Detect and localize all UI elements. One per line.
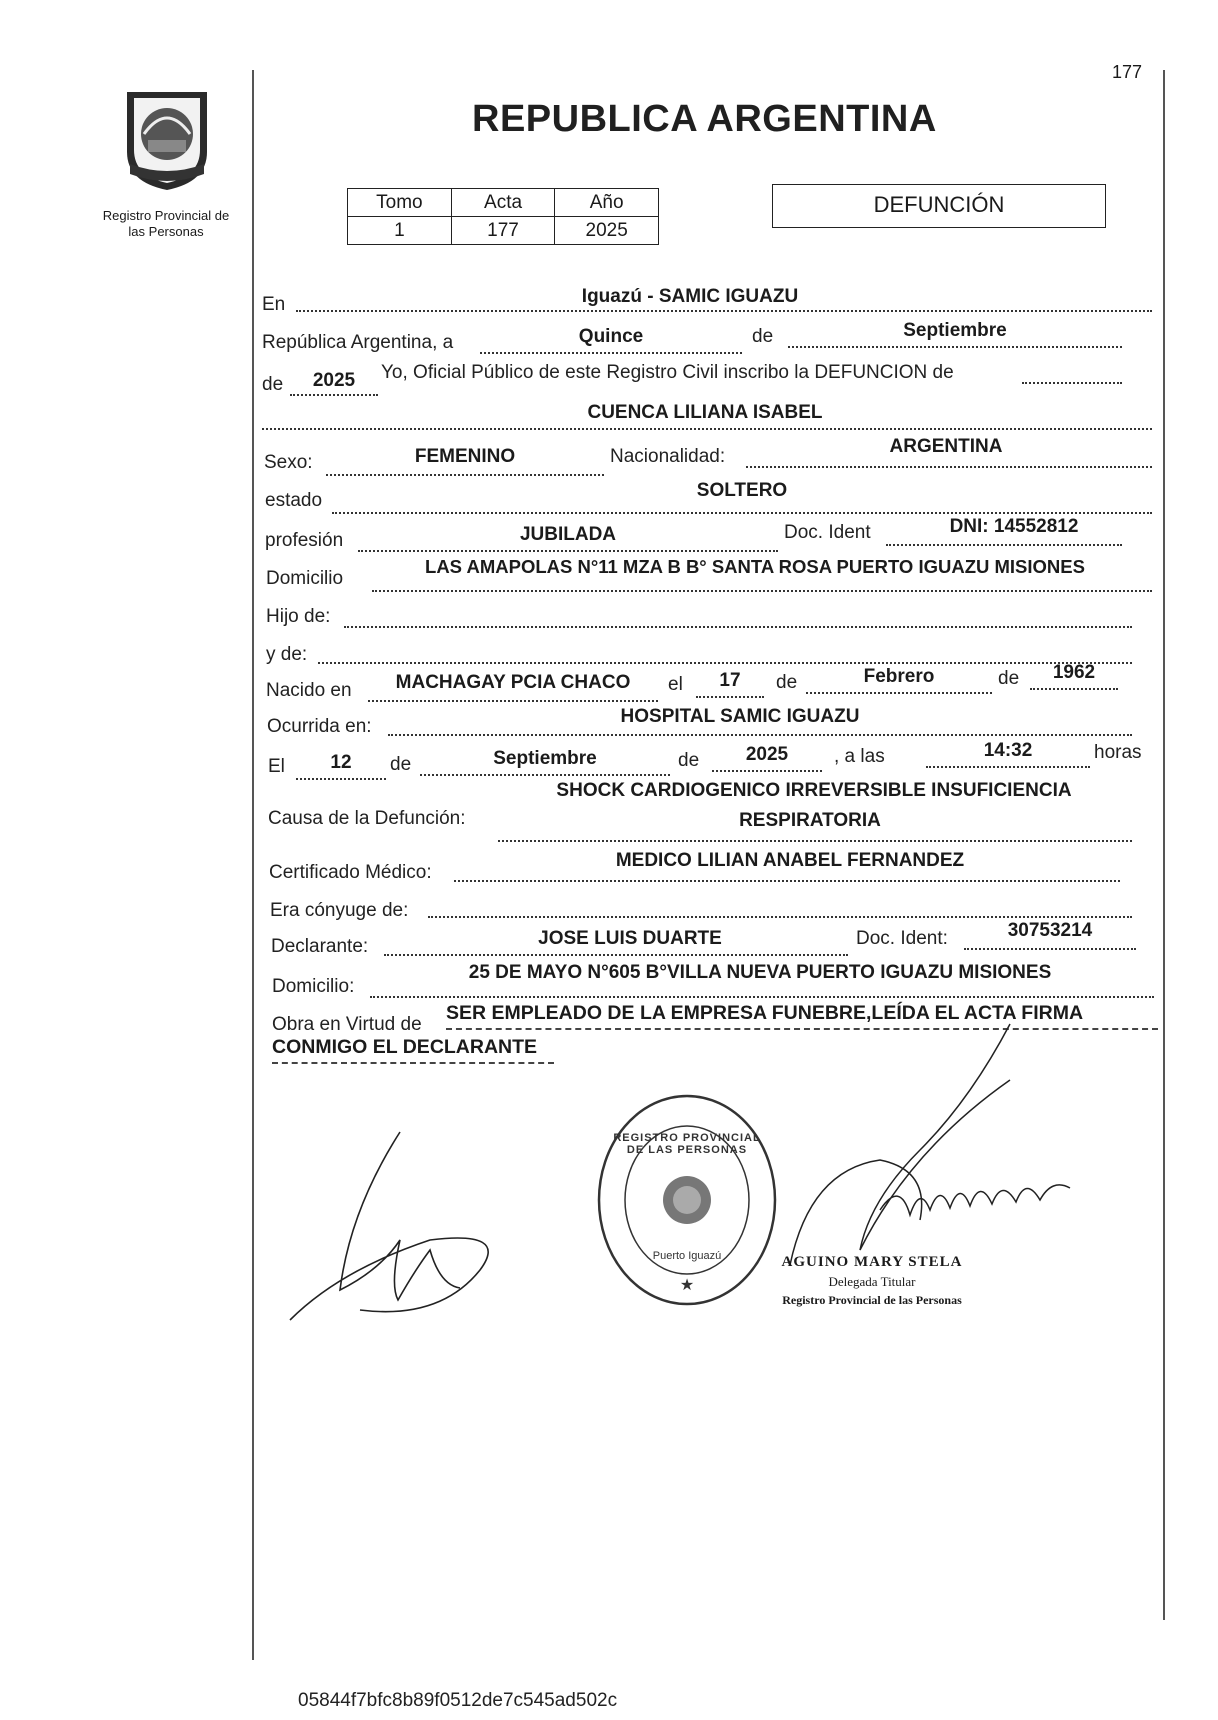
registry-line-2: las Personas	[128, 224, 204, 239]
registry-name	[86, 208, 246, 240]
official-name: AGUINO MARY STELA	[781, 1254, 963, 1270]
value-dia: Quince	[578, 326, 644, 347]
dots-en	[296, 310, 1152, 312]
doc-type: DEFUNCIÓN	[873, 192, 1005, 217]
page-number: 177	[1112, 62, 1143, 82]
value-lugar: Iguazú - SAMIC IGUAZU	[581, 286, 799, 307]
dots-dia	[480, 352, 742, 354]
dots-domicilio-2	[370, 996, 1154, 998]
label-de-2: de	[262, 374, 284, 395]
label-de-5: de	[390, 754, 412, 775]
dots-conyuge	[428, 916, 1132, 918]
dots-ocurrida-en	[388, 734, 1132, 736]
right-border-line	[1163, 70, 1165, 1620]
label-de-4: de	[998, 668, 1020, 689]
value-mes: Septiembre	[903, 320, 1007, 341]
value-nac-mes: Febrero	[863, 666, 935, 687]
label-declarante: Declarante:	[271, 936, 369, 957]
value-declarante-doc: 30753214	[1007, 920, 1093, 941]
value-declarante-dom: 25 DE MAYO N°605 B°VILLA NUEVA PUERTO IGUAZU MISIONES	[468, 962, 1052, 983]
label-doc-ident: Doc. Ident	[784, 522, 871, 543]
register-table	[347, 188, 659, 245]
official-office: Registro Provincial de las Personas	[782, 1293, 962, 1307]
label-nacido-en: Nacido en	[266, 680, 352, 701]
value-def-mes: Septiembre	[493, 748, 597, 769]
dots-def-dia	[296, 778, 386, 780]
dots-nac-mes	[806, 692, 992, 694]
official-role: Delegada Titular	[828, 1274, 916, 1289]
stamp-text: REGISTRO PROVINCIAL DE LAS PERSONAS	[613, 1132, 761, 1156]
register-header-anio: Año	[555, 189, 659, 217]
dots-nac-dia	[696, 696, 764, 698]
register-header-tomo: Tomo	[348, 189, 452, 217]
dots-causa	[498, 840, 1132, 842]
value-causa-1: SHOCK CARDIOGENICO IRREVERSIBLE INSUFICIENCIA	[556, 780, 1072, 801]
label-yo: Yo, Oficial Público de este Registro Civil inscribo la DEFUNCION de	[381, 362, 954, 383]
dots-profesion	[358, 550, 778, 552]
label-nacionalidad: Nacionalidad:	[610, 446, 726, 467]
label-ocurrida-en: Ocurrida en:	[267, 716, 372, 737]
register-value-acta: 177	[451, 217, 555, 245]
label-el-lower: el	[668, 674, 683, 695]
value-certificado: MEDICO LILIAN ANABEL FERNANDEZ	[615, 850, 965, 871]
doc-type-box	[772, 184, 1106, 228]
left-border-line	[252, 70, 254, 1660]
registry-line-1: Registro Provincial de	[102, 208, 230, 223]
value-obra-1: SER EMPLEADO DE LA EMPRESA FUNEBRE,LEÍDA EL ACTA FIRMA	[446, 1002, 1084, 1024]
value-domicilio: LAS AMAPOLAS N°11 MZA B B° SANTA ROSA PUERTO IGUAZU MISIONES	[425, 556, 1085, 577]
label-de-1: de	[752, 326, 774, 347]
value-sexo: FEMENINO	[414, 446, 516, 467]
dots-certificado	[454, 880, 1120, 882]
label-estado: estado	[265, 490, 323, 511]
label-hijo-de: Hijo de:	[266, 606, 331, 627]
dots-nombre	[262, 428, 1152, 430]
svg-text:★: ★	[679, 1277, 695, 1294]
dots-hora	[926, 766, 1090, 768]
dots-def-mes	[420, 774, 670, 776]
dots-declarante-doc	[964, 948, 1136, 950]
label-de-3: de	[776, 672, 798, 693]
value-hora: 14:32	[983, 740, 1033, 761]
value-estado: SOLTERO	[696, 480, 788, 501]
label-obra: Obra en Virtud de	[272, 1014, 422, 1035]
value-profesion: JUBILADA	[519, 524, 617, 545]
document-hash: 05844f7bfc8b89f0512de7c545ad502c	[298, 1690, 618, 1711]
dots-nacionalidad	[746, 466, 1152, 468]
value-nacionalidad: ARGENTINA	[889, 436, 1003, 457]
dots-domicilio	[372, 590, 1152, 592]
value-doc: DNI: 14552812	[949, 516, 1079, 537]
label-profesion: profesión	[265, 530, 344, 551]
document-title: REPUBLICA ARGENTINA	[472, 98, 937, 140]
dots-estado	[332, 512, 1152, 514]
dots-def-anio	[712, 770, 822, 772]
value-def-dia: 12	[330, 752, 352, 773]
value-nombre: CUENCA LILIANA ISABEL	[587, 402, 823, 423]
official-signature	[770, 1020, 1120, 1270]
dots-declarante	[384, 954, 848, 956]
label-y-de: y de:	[266, 644, 308, 665]
label-certificado: Certificado Médico:	[269, 862, 432, 883]
label-republica: República Argentina, a	[262, 332, 454, 353]
value-ocurrida-en: HOSPITAL SAMIC IGUAZU	[620, 706, 860, 727]
label-a-las: , a las	[834, 746, 885, 767]
label-horas: horas	[1094, 742, 1142, 763]
dots-mes	[788, 346, 1122, 348]
label-en: En	[262, 294, 286, 315]
register-value-tomo: 1	[348, 217, 452, 245]
dots-anio	[290, 394, 378, 396]
label-doc-ident-2: Doc. Ident:	[856, 928, 948, 949]
dots-obra-2	[272, 1062, 554, 1064]
register-header-acta: Acta	[451, 189, 555, 217]
value-def-anio: 2025	[745, 744, 789, 765]
value-nac-dia: 17	[719, 670, 741, 691]
value-nac-anio: 1962	[1052, 662, 1096, 683]
dots-yo	[1022, 382, 1122, 384]
value-obra-2: CONMIGO EL DECLARANTE	[272, 1036, 538, 1058]
dots-nacido-en	[368, 700, 658, 702]
label-causa: Causa de la Defunción:	[268, 808, 466, 829]
label-el-upper: El	[268, 756, 285, 777]
label-de-6: de	[678, 750, 700, 771]
register-value-anio: 2025	[555, 217, 659, 245]
province-seal	[112, 82, 222, 192]
label-conyuge: Era cónyuge de:	[270, 900, 409, 921]
dots-y-de	[318, 662, 1132, 664]
value-declarante: JOSE LUIS DUARTE	[538, 928, 722, 949]
official-block	[752, 1254, 992, 1308]
value-causa-2: RESPIRATORIA	[739, 810, 881, 831]
label-domicilio: Domicilio	[266, 568, 344, 589]
dots-sexo	[326, 474, 604, 476]
stamp-inner-text: Puerto Iguazú	[652, 1250, 722, 1262]
label-sexo: Sexo:	[264, 452, 313, 473]
dots-hijo-de	[344, 626, 1132, 628]
dots-nac-anio	[1030, 688, 1118, 690]
declarante-signature	[280, 1120, 520, 1330]
value-nacido-en: MACHAGAY PCIA CHACO	[395, 672, 631, 693]
seal-icon	[112, 82, 222, 192]
dots-doc	[886, 544, 1122, 546]
value-anio: 2025	[312, 370, 356, 391]
label-domicilio-2: Domicilio:	[272, 976, 355, 997]
